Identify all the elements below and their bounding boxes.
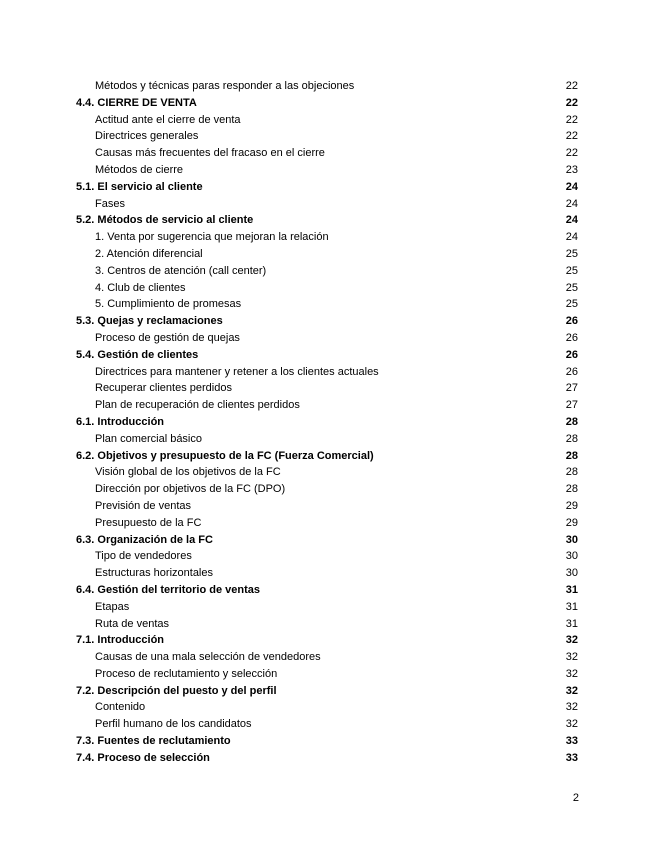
toc-entry-title: Tipo de vendedores: [95, 550, 192, 563]
toc-entry-page: 33: [565, 735, 578, 748]
toc-entry-title: Directrices generales: [95, 130, 199, 143]
toc-entry-page: 27: [565, 399, 578, 412]
toc-entry: [76, 565, 578, 582]
toc-entry-title: Previsión de ventas: [95, 499, 191, 512]
toc-entry-page: 31: [565, 600, 578, 613]
toc-entry-page: 25: [565, 298, 578, 311]
toc-entry-page: 30: [565, 533, 578, 546]
toc-entry-title: 3. Centros de atención (call center): [95, 264, 267, 277]
toc-entry-page: 25: [565, 247, 578, 260]
toc-entry-page: 26: [565, 365, 578, 378]
toc-entry-page: 32: [565, 684, 578, 697]
toc-entry: [76, 162, 578, 179]
toc-entry: [76, 548, 578, 565]
toc-entry-title: Etapas: [95, 600, 130, 613]
toc-entry-page: 24: [565, 197, 578, 210]
toc-entry-page: 24: [565, 180, 578, 193]
toc-entry: [76, 229, 578, 246]
toc-entry: [76, 481, 578, 498]
toc-entry-title: 7.3. Fuentes de reclutamiento: [76, 735, 231, 748]
table-of-contents: [76, 78, 578, 767]
toc-entry-title: 5. Cumplimiento de promesas: [95, 298, 242, 311]
toc-section-heading: [76, 582, 578, 599]
toc-entry: [76, 78, 578, 95]
toc-entry-title: 4.4. CIERRE DE VENTA: [76, 96, 197, 109]
toc-entry: [76, 380, 578, 397]
toc-entry-page: 32: [565, 651, 578, 664]
toc-section-heading: [76, 632, 578, 649]
toc-entry-page: 31: [565, 583, 578, 596]
toc-entry-title: Proceso de gestión de quejas: [95, 331, 240, 344]
toc-section-heading: [76, 733, 578, 750]
toc-entry: [76, 112, 578, 129]
toc-entry-page: 28: [565, 432, 578, 445]
toc-entry-page: 32: [565, 718, 578, 731]
toc-entry-title: 7.2. Descripción del puesto y del perfil: [76, 684, 277, 697]
toc-entry-page: 25: [565, 281, 578, 294]
toc-entry-title: Plan de recuperación de clientes perdidos: [95, 399, 300, 412]
toc-entry: [76, 397, 578, 414]
toc-entry: [76, 599, 578, 616]
toc-section-heading: [76, 683, 578, 700]
toc-entry-title: 6.1. Introducción: [76, 415, 165, 428]
toc-entry-page: 22: [565, 147, 578, 160]
toc-entry-title: Causas de una mala selección de vendedores: [95, 651, 321, 664]
toc-entry-page: 22: [565, 113, 578, 126]
toc-entry-title: Fases: [95, 197, 125, 210]
toc-entry-title: Estructuras horizontales: [95, 567, 213, 580]
toc-entry-title: 5.3. Quejas y reclamaciones: [76, 315, 223, 328]
toc-entry-page: 28: [565, 415, 578, 428]
toc-entry-title: 5.1. El servicio al cliente: [76, 180, 203, 193]
toc-section-heading: [76, 212, 578, 229]
toc-entry-page: 28: [565, 449, 578, 462]
toc-section-heading: [76, 347, 578, 364]
toc-entry: [76, 330, 578, 347]
toc-entry-page: 22: [565, 96, 578, 109]
toc-entry-title: Ruta de ventas: [95, 617, 169, 630]
toc-entry-page: 28: [565, 466, 578, 479]
toc-entry: [76, 263, 578, 280]
toc-entry-page: 31: [565, 617, 578, 630]
toc-entry: [76, 515, 578, 532]
toc-entry-page: 30: [565, 567, 578, 580]
toc-entry: [76, 145, 578, 162]
page-number: 2: [572, 792, 579, 804]
toc-entry-title: Dirección por objetivos de la FC (DPO): [95, 483, 286, 496]
toc-entry: [76, 699, 578, 716]
toc-entry-title: Presupuesto de la FC: [95, 516, 202, 529]
toc-entry-page: 32: [565, 634, 578, 647]
toc-section-heading: [76, 448, 578, 465]
toc-section-heading: [76, 95, 578, 112]
toc-section-heading: [76, 750, 578, 767]
toc-entry-title: Proceso de reclutamiento y selección: [95, 667, 278, 680]
toc-entry-title: 6.2. Objetivos y presupuesto de la FC (Fuerza Comercial): [76, 449, 374, 462]
toc-entry: [76, 280, 578, 297]
toc-entry-page: 22: [565, 130, 578, 143]
toc-entry-title: 6.4. Gestión del territorio de ventas: [76, 583, 260, 596]
toc-entry-title: Métodos y técnicas paras responder a las objeciones: [95, 80, 355, 92]
toc-entry: [76, 498, 578, 515]
toc-section-heading: [76, 532, 578, 549]
toc-section-heading: [76, 179, 578, 196]
toc-section-heading: [76, 313, 578, 330]
toc-entry: [76, 716, 578, 733]
toc-entry-page: 26: [565, 331, 578, 344]
toc-entry-title: 7.1. Introducción: [76, 634, 165, 647]
toc-entry: [76, 246, 578, 263]
toc-entry-title: Contenido: [95, 701, 146, 714]
toc-entry-title: 1. Venta por sugerencia que mejoran la relación: [95, 231, 329, 244]
toc-entry: [76, 666, 578, 683]
toc-entry-page: 27: [565, 382, 578, 395]
toc-section-heading: [76, 414, 578, 431]
toc-entry: [76, 649, 578, 666]
toc-entry-page: 29: [565, 499, 578, 512]
toc-entry-title: Visión global de los objetivos de la FC: [95, 466, 281, 479]
toc-entry-page: 23: [565, 163, 578, 176]
toc-entry-title: 2. Atención diferencial: [95, 247, 203, 260]
toc-entry: [76, 364, 578, 381]
toc-entry-page: 30: [565, 550, 578, 563]
toc-entry-title: 6.3. Organización de la FC: [76, 533, 213, 546]
toc-entry-title: Plan comercial básico: [95, 432, 202, 445]
toc-entry-title: 5.2. Métodos de servicio al cliente: [76, 214, 254, 227]
toc-entry-page: 32: [565, 667, 578, 680]
toc-entry: [76, 196, 578, 213]
toc-entry-title: Causas más frecuentes del fracaso en el cierre: [95, 147, 325, 160]
toc-entry: [76, 464, 578, 481]
toc-entry-title: 7.4. Proceso de selección: [76, 751, 210, 764]
toc-entry-page: 32: [565, 701, 578, 714]
toc-entry-page: 26: [565, 315, 578, 328]
toc-entry-page: 29: [565, 516, 578, 529]
toc-entry-page: 25: [565, 264, 578, 277]
toc-entry-title: Actitud ante el cierre de venta: [95, 113, 241, 126]
toc-entry-page: 24: [565, 231, 578, 244]
toc-entry-title: 5.4. Gestión de clientes: [76, 348, 199, 361]
toc-entry: [76, 296, 578, 313]
toc-entry-page: 24: [565, 214, 578, 227]
toc-entry: [76, 616, 578, 633]
toc-entry-title: Recuperar clientes perdidos: [95, 382, 232, 395]
toc-entry-page: 33: [565, 751, 578, 764]
toc-entry-title: 4. Club de clientes: [95, 281, 186, 294]
toc-entry-page: 26: [565, 348, 578, 361]
toc-entry-page: 28: [565, 483, 578, 496]
toc-entry: [76, 431, 578, 448]
toc-entry-title: Métodos de cierre: [95, 163, 184, 176]
toc-entry-title: Directrices para mantener y retener a los clientes actuales: [95, 365, 379, 378]
toc-entry-page: 22: [565, 80, 578, 92]
toc-entry-title: Perfil humano de los candidatos: [95, 718, 252, 731]
toc-entry: [76, 128, 578, 145]
